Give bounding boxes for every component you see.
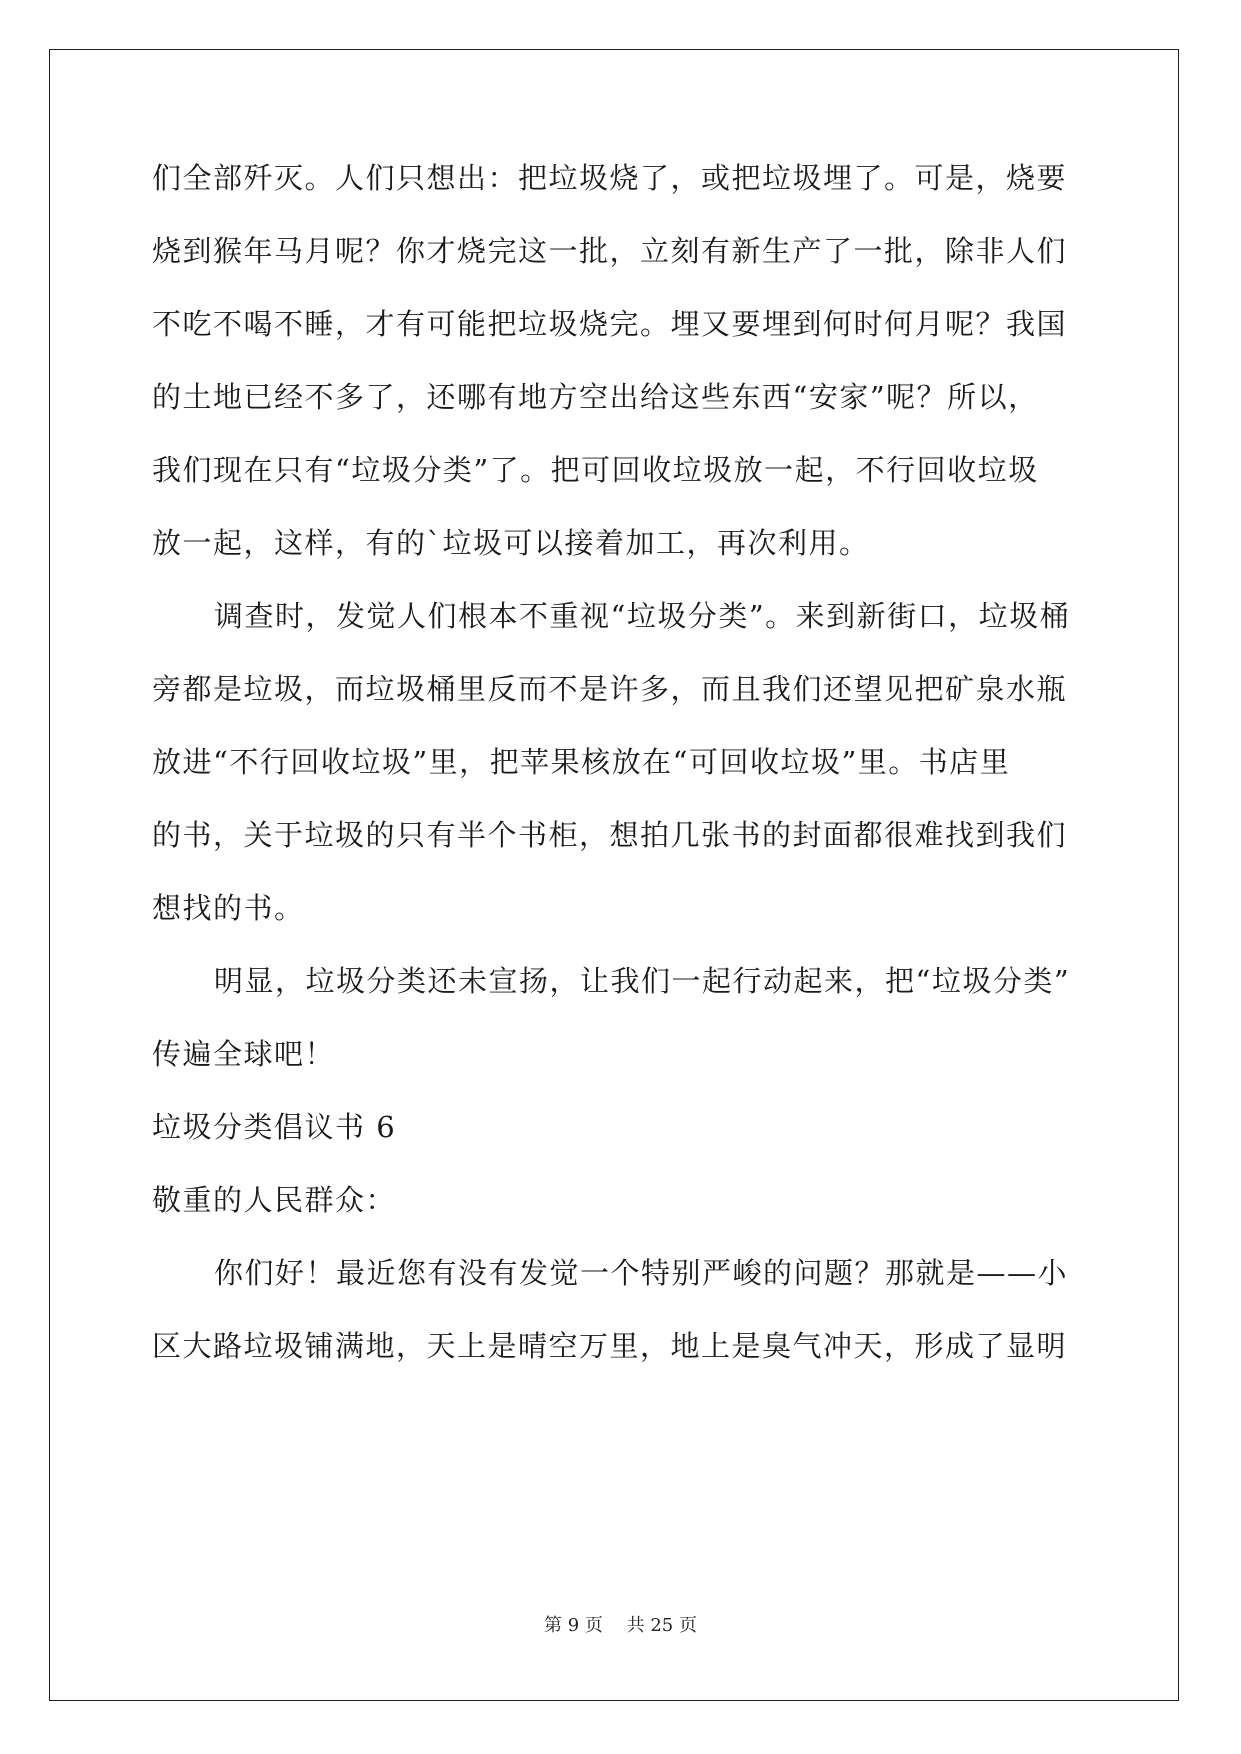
section-heading: 垃圾分类倡议书 6	[152, 1110, 397, 1144]
paragraph-first-line: 调查时，发觉人们根本不重视“垃圾分类”。来到新街口，垃圾桶	[214, 599, 1071, 633]
text-line: 烧到猴年马月呢？你才烧完这一批，立刻有新生产了一批，除非人们	[152, 234, 1068, 268]
text-line: 们全部歼灭。人们只想出：把垃圾烧了，或把垃圾埋了。可是，烧要	[152, 161, 1068, 195]
text-line: 的书，关于垃圾的只有半个书柜，想拍几张书的封面都很难找到我们	[152, 818, 1068, 852]
paragraph-first-line: 你们好！最近您有没有发觉一个特别严峻的问题？那就是——小	[214, 1256, 1069, 1290]
text-line: 的土地已经不多了，还哪有地方空出给这些东西“安家”呢？所以，	[152, 380, 1039, 414]
text-line: 不吃不喝不睡，才有可能把垃圾烧完。埋又要埋到何时何月呢？我国	[152, 307, 1068, 341]
text-line: 想找的书。	[152, 891, 305, 925]
text-line: 传遍全球吧！	[152, 1037, 336, 1071]
text-line: 旁都是垃圾，而垃圾桶里反而不是许多，而且我们还望见把矿泉水瓶	[152, 672, 1068, 706]
text-line: 我们现在只有“垃圾分类”了。把可回收垃圾放一起，不行回收垃圾	[152, 453, 1039, 487]
text-line: 区大路垃圾铺满地，天上是晴空万里，地上是臭气冲天，形成了显明	[152, 1329, 1068, 1363]
page-number-footer: 第 9 页 共 25 页	[544, 1615, 697, 1636]
page-border	[49, 49, 1179, 1701]
paragraph-first-line: 明显，垃圾分类还未宣扬，让我们一起行动起来，把“垃圾分类”	[214, 964, 1071, 998]
text-line: 放一起，这样，有的`垃圾可以接着加工，再次利用。	[152, 526, 870, 560]
text-line: 放进“不行回收垃圾”里，把苹果核放在“可回收垃圾”里。书店里	[152, 745, 1011, 779]
salutation: 敬重的人民群众：	[152, 1183, 397, 1217]
